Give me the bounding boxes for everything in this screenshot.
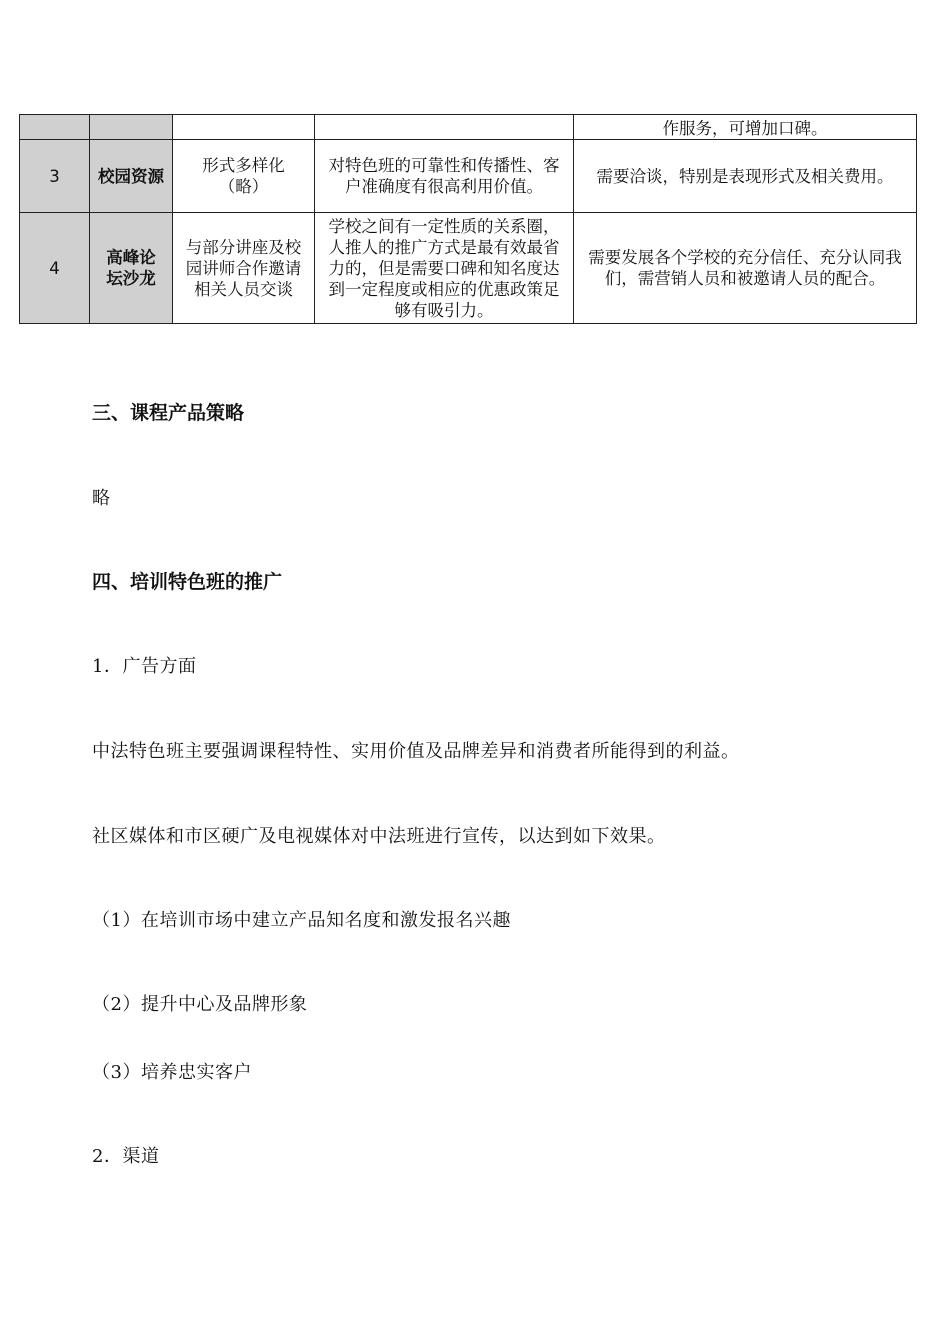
list-item: （1）在培训市场中建立产品知名度和激发报名兴趣 (92, 910, 511, 931)
list-item: （2）提升中心及品牌形象 (92, 994, 308, 1015)
list-item: （3）培养忠实客户 (92, 1062, 252, 1083)
channel-name: 校园资源 (90, 140, 173, 213)
paragraph: 社区媒体和市区硬广及电视媒体对中法班进行宣传，以达到如下效果。 (92, 826, 666, 847)
requirement-cell: 需要发展各个学校的充分信任、充分认同我们，需营销人员和被邀请人员的配合。 (574, 213, 917, 324)
table-cell (90, 115, 173, 140)
promotion-table (19, 114, 917, 324)
row-number: 3 (20, 140, 90, 213)
paragraph: 中法特色班主要强调课程特性、实用价值及品牌差异和消费者所能得到的利益。 (92, 741, 740, 762)
item-1-title: 1．广告方面 (92, 656, 197, 677)
table-cell (315, 115, 574, 140)
table-row (20, 115, 917, 140)
row-number: 4 (20, 213, 90, 324)
item-2-title: 2．渠道 (92, 1146, 160, 1167)
section-3-body: 略 (92, 488, 111, 509)
method-cell: 形式多样化（略） (173, 140, 315, 213)
method-cell: 与部分讲座及校园讲师合作邀请相关人员交谈 (173, 213, 315, 324)
table-cell (20, 115, 90, 140)
section-4-heading: 四、培训特色班的推广 (92, 571, 283, 593)
section-3-heading: 三、课程产品策略 (92, 402, 245, 424)
table-row (20, 213, 917, 324)
requirement-cell: 需要洽谈，特别是表现形式及相关费用。 (574, 140, 917, 213)
table-cell (173, 115, 315, 140)
advantage-cell: 对特色班的可靠性和传播性、客户准确度有很高利用价值。 (315, 140, 574, 213)
advantage-cell: 学校之间有一定性质的关系圈，人推人的推广方式是最有效最省力的，但是需要口碑和知名度达到一定程度或相应的优惠政策足够有吸引力。 (315, 213, 574, 324)
continuation-text: 作服务，可增加口碑。 (662, 119, 828, 138)
channel-name: 高峰论坛沙龙 (90, 213, 173, 324)
table-row (20, 140, 917, 213)
table-cell (574, 115, 917, 140)
